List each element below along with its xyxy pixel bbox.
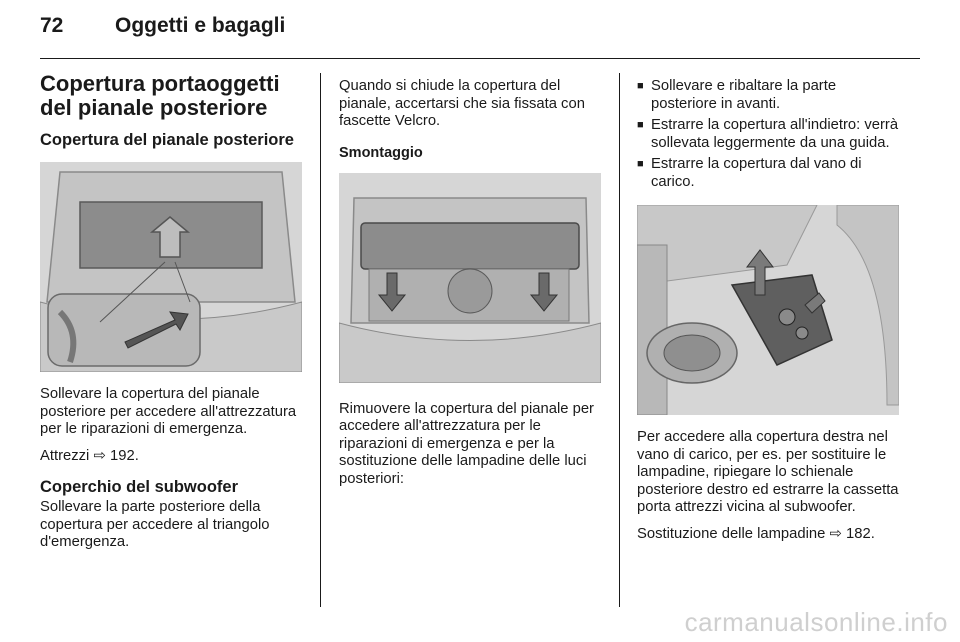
- lamps-page-link[interactable]: 182.: [846, 525, 875, 542]
- paragraph-right-cover: Per accedere alla copertura destra nel vano di carico, per es. per sostituire le lampadine, ripiegare lo schienale posteriore destro ed estrarre la cassetta porta attrezzi vicina al subwoofer.: [637, 429, 899, 515]
- tools-page-link[interactable]: 192.: [110, 447, 139, 464]
- removal-heading: Smontaggio: [339, 144, 423, 161]
- removal-step: ■ Estrarre la copertura all'indietro: verrà sollevata leggermente da una guida.: [637, 117, 903, 152]
- figure-rear-floor-cover: [40, 162, 302, 372]
- tools-reference: [40, 447, 306, 466]
- page-ref-icon: ⇨: [93, 446, 106, 464]
- page-ref-icon: ⇨: [829, 524, 842, 542]
- figure-right-cover: [637, 205, 899, 415]
- removal-steps-list: [637, 78, 903, 191]
- illustration-cover-removal: [339, 173, 601, 383]
- paragraph-remove-cover: Rimuovere la copertura del pianale per accedere all'attrezzatura per le riparazioni di emergenza e per la sostituzione delle lampadine delle luci posteriori:: [339, 400, 594, 487]
- chapter-title: Oggetti e bagagli: [115, 14, 286, 37]
- column-1: [40, 72, 306, 552]
- illustration-rear-floor-cover: [40, 162, 302, 372]
- subwoofer-heading: Coperchio del subwoofer: [40, 478, 239, 496]
- tools-label: Attrezzi: [40, 447, 90, 464]
- removal-step: ■ Sollevare e ribaltare la parte posteriore in avanti.: [637, 78, 903, 113]
- paragraph-velcro: Quando si chiude la copertura del pianale, accertarsi che sia fissata con fascette Velcro.: [339, 78, 585, 129]
- page-number: 72: [40, 14, 64, 37]
- lamps-label: Sostituzione delle lampadine: [637, 525, 826, 542]
- column-divider-2: [619, 73, 620, 607]
- watermark: carmanualsonline.info: [684, 607, 948, 637]
- lamps-reference: [637, 525, 903, 544]
- paragraph-subwoofer: Sollevare la parte posteriore della copertura per accedere al triangolo d'emergenza.: [40, 499, 270, 550]
- removal-step: ■ Estrarre la copertura dal vano di carico.: [637, 156, 903, 191]
- illustration-right-cover: [637, 205, 899, 415]
- figure-cover-removal: [339, 173, 601, 383]
- header-rule: [40, 58, 920, 59]
- subsection-title: Copertura del pianale posteriore: [40, 131, 294, 149]
- column-divider-1: [320, 73, 321, 607]
- column-2: [339, 72, 605, 488]
- page-header: [40, 14, 920, 44]
- section-title: Copertura portaoggetti del pianale posteriore: [40, 71, 280, 120]
- paragraph-lift-cover: Sollevare la copertura del pianale posteriore per accedere all'attrezzatura per le riparazioni di emergenza.: [40, 386, 297, 437]
- column-3: [637, 72, 903, 543]
